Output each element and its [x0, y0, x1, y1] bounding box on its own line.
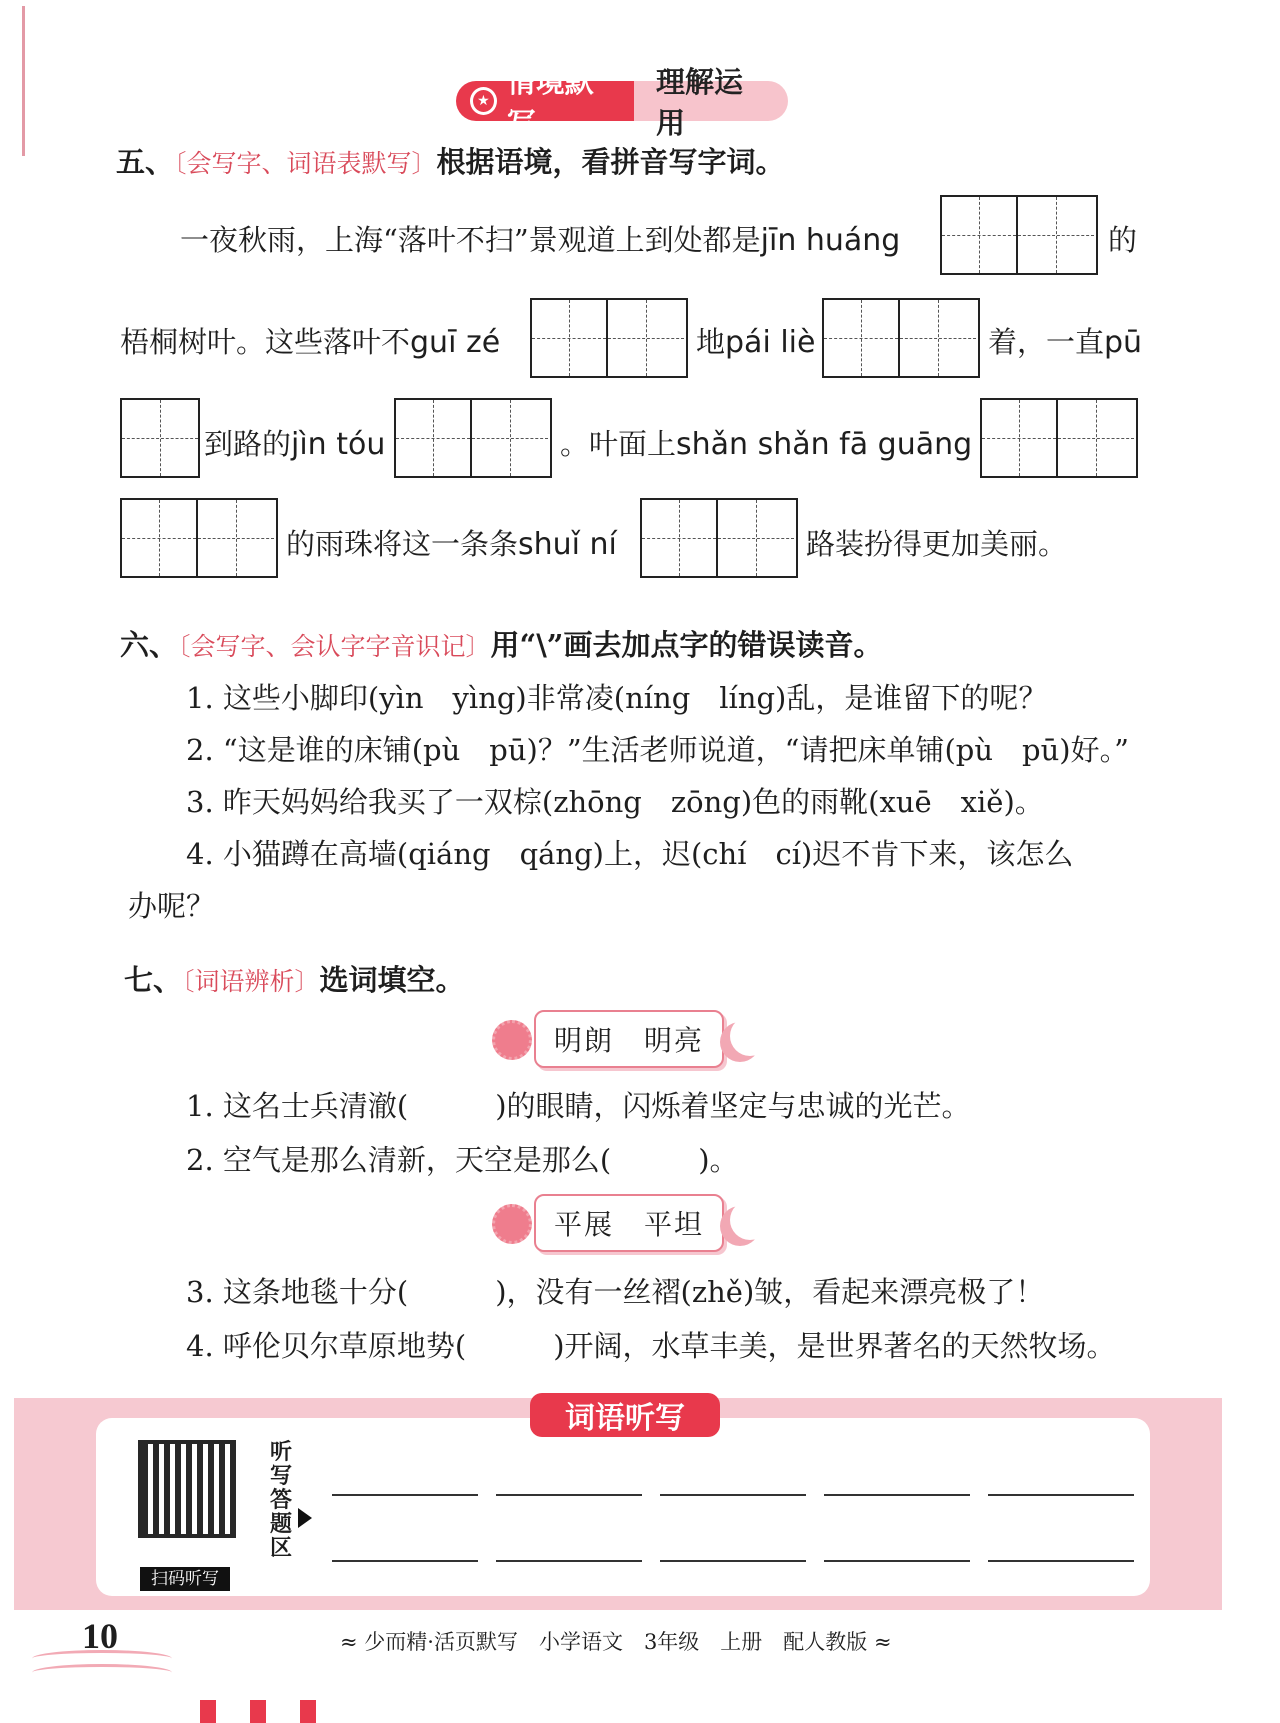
section-6-title: 六、〔会写字、会认字字音识记〕用“\”画去加点字的错误读音。: [120, 628, 883, 662]
arrow-right-icon: [298, 1508, 312, 1528]
s5-row3-text: 到路的jìn tóu: [204, 427, 386, 462]
s5-row2-end: 着，一直pū: [988, 325, 1143, 360]
s5-row2-text: 梧桐树叶。这些落叶不guī zé: [120, 325, 501, 360]
banner-right: [634, 65, 788, 140]
answer-box-guize[interactable]: [530, 298, 688, 378]
dictation-title: 词语听写: [530, 1393, 720, 1437]
bottom-tab: [200, 1700, 216, 1723]
s5-row4-end: 路装扮得更加美丽。: [806, 527, 1068, 561]
margin-mark: [22, 6, 25, 156]
answer-box-pu[interactable]: [120, 398, 200, 478]
answer-box-jintou[interactable]: [394, 398, 552, 478]
answer-box-shanshanfaguang-1[interactable]: [980, 398, 1138, 478]
section-banner: [456, 65, 788, 140]
sun-icon: [492, 1020, 532, 1060]
moon-icon: [730, 1016, 770, 1056]
bottom-tab: [250, 1700, 266, 1723]
s6-question-4-cont: 办呢？: [128, 889, 216, 923]
dictation-area-label: 听写答题区: [270, 1439, 293, 1561]
dictation-line[interactable]: [824, 1560, 970, 1562]
s7-question-3: 3. 这条地毯十分( )，没有一丝褶(zhě)皱，看起来漂亮极了！: [186, 1275, 1045, 1309]
pinyin-jinhuang: jīn huáng: [760, 223, 901, 258]
s7-question-4: 4. 呼伦贝尔草原地势( )开阔，水草丰美，是世界著名的天然牧场。: [186, 1329, 1116, 1363]
banner-left: [456, 65, 634, 140]
dictation-line[interactable]: [660, 1494, 806, 1496]
s6-question-2: 2. “这是谁的床铺(pù pū)？”生活老师说道，“请把床单铺(pù pū)好。”: [186, 733, 1129, 767]
sun-icon: [492, 1204, 532, 1244]
dictation-line[interactable]: [496, 1560, 642, 1562]
s5-row3-mid: 。叶面上shǎn shǎn fā guāng: [560, 427, 973, 462]
banner-right-label: 理解运用: [656, 65, 744, 140]
answer-box-jinhuang[interactable]: [940, 195, 1098, 275]
s6-question-1: 1. 这些小脚印(yìn yìng)非常凌(níng líng)乱，是谁留下的呢？: [186, 681, 1048, 715]
medal-icon: ★: [470, 87, 497, 115]
dictation-line[interactable]: [332, 1560, 478, 1562]
s5-row1-end: 的: [1108, 223, 1138, 257]
footer-text: ≈ 少而精·活页默写 小学语文 3年级 上册 配人教版 ≈: [340, 1630, 892, 1654]
qr-label: 扫码听写: [140, 1567, 230, 1591]
s7-question-2: 2. 空气是那么清新，天空是那么( )。: [186, 1143, 739, 1177]
section-6-tag: 〔会写字、会认字字音识记〕: [178, 632, 491, 661]
section-7-title: 七、〔词语辨析〕选词填空。: [124, 963, 465, 997]
section-5-title: 五、〔会写字、词语表默写〕根据语境，看拼音写字词。: [116, 145, 785, 179]
dictation-line[interactable]: [988, 1494, 1134, 1496]
answer-box-shuini[interactable]: [640, 498, 798, 578]
s5-row4-text: 的雨珠将这一条条shuǐ ní: [286, 527, 617, 562]
dictation-panel: [96, 1418, 1150, 1596]
answer-box-shanshanfaguang-2[interactable]: [120, 498, 278, 578]
banner-left-label: 情境默写: [506, 65, 594, 140]
s6-question-3: 3. 昨天妈妈给我买了一双棕(zhōng zōng)色的雨靴(xuē xiě)。: [186, 785, 1044, 819]
word-choice-1: 明朗 明亮: [534, 1010, 724, 1068]
s5-row1-text: 一夜秋雨，上海“落叶不扫”景观道上到处都是jīn huáng: [180, 223, 901, 258]
qr-code-icon[interactable]: [138, 1440, 236, 1538]
moon-icon: [730, 1200, 770, 1240]
dictation-line[interactable]: [824, 1494, 970, 1496]
page-number: 10: [82, 1616, 118, 1656]
answer-box-pailie[interactable]: [822, 298, 980, 378]
decorative-wave: [32, 1664, 172, 1681]
dictation-line[interactable]: [332, 1494, 478, 1496]
section-5-tag: 〔会写字、词语表默写〕: [174, 149, 437, 178]
dictation-line[interactable]: [988, 1560, 1134, 1562]
section-7-tag: 〔词语辨析〕: [182, 967, 320, 996]
s6-question-4: 4. 小猫蹲在高墙(qiáng qáng)上，迟(chí cí)迟不肯下来，该怎么: [186, 837, 1074, 871]
dictation-line[interactable]: [496, 1494, 642, 1496]
dictation-line[interactable]: [660, 1560, 806, 1562]
s5-row2-mid: 地pái liè: [696, 325, 816, 360]
word-choice-2: 平展 平坦: [534, 1194, 724, 1252]
bottom-tab: [300, 1700, 316, 1723]
s7-question-1: 1. 这名士兵清澈( )的眼睛，闪烁着坚定与忠诚的光芒。: [186, 1089, 971, 1123]
